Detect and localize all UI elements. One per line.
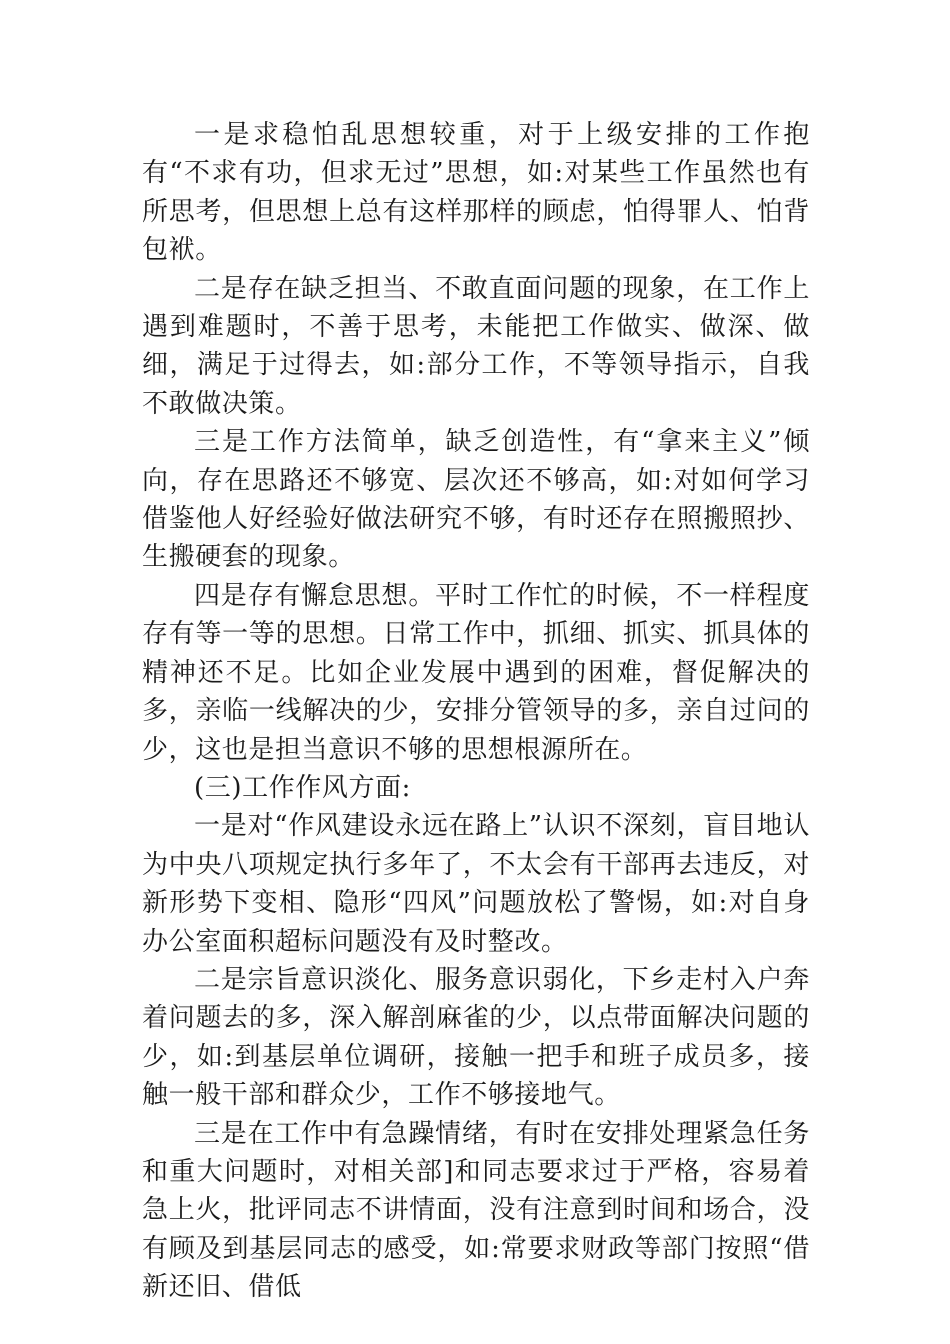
section-paragraph-3: 三是在工作中有急躁情绪，有时在安排处理紧急任务和重大问题时，对相关部]和同志要求过于严格，容易着急上火，批评同志不讲情面，没有注意到时间和场合，没有顾及到基层同志的感受，如:常要求财政等部门按照“借新还旧、借低 [142, 1118, 810, 1303]
section-heading: (三)工作作风方面: [194, 772, 412, 803]
section-paragraph-2: 二是宗旨意识淡化、服务意识弱化，下乡走村入户奔着问题去的多，深入解剖麻雀的少，以点带面解决问题的少，如:到基层单位调研，接触一把手和班子成员多，接触一般干部和群众少，工作不够接地气。 [142, 964, 810, 1111]
paragraph-1: 一是求稳怕乱思想较重，对于上级安排的工作抱有“不求有功，但求无过”思想，如:对某些工作虽然也有所思考，但思想上总有这样那样的顾虑，怕得罪人、怕背包袱。 [142, 120, 810, 266]
document-page [142, 116, 810, 1307]
paragraph-4: 四是存有懈怠思想。平时工作忙的时候，不一样程度存有等一等的思想。日常工作中，抓细、抓实、抓具体的精神还不足。比如企业发展中遇到的困难，督促解决的多，亲临一线解决的少，安排分管领导的多，亲自过问的少，这也是担当意识不够的思想根源所在。 [142, 580, 810, 765]
section-paragraph-1: 一是对“作风建设永远在路上”认识不深刻，盲目地认为中央八项规定执行多年了，不太会有干部再去违反，对新形势下变相、隐形“四风”问题放松了警惕，如:对自身办公室面积超标问题没有及时整改。 [142, 811, 810, 957]
paragraph-3: 三是工作方法简单，缺乏创造性，有“拿来主义”倾向，存在思路还不够宽、层次还不够高，如:对如何学习借鉴他人好经验好做法研究不够，有时还存在照搬照抄、生搬硬套的现象。 [142, 427, 810, 573]
paragraph-2: 二是存在缺乏担当、不敢直面问题的现象，在工作上遇到难题时，不善于思考，未能把工作做实、做深、做细，满足于过得去，如:部分工作，不等领导指示，自我不敢做决策。 [142, 273, 810, 419]
